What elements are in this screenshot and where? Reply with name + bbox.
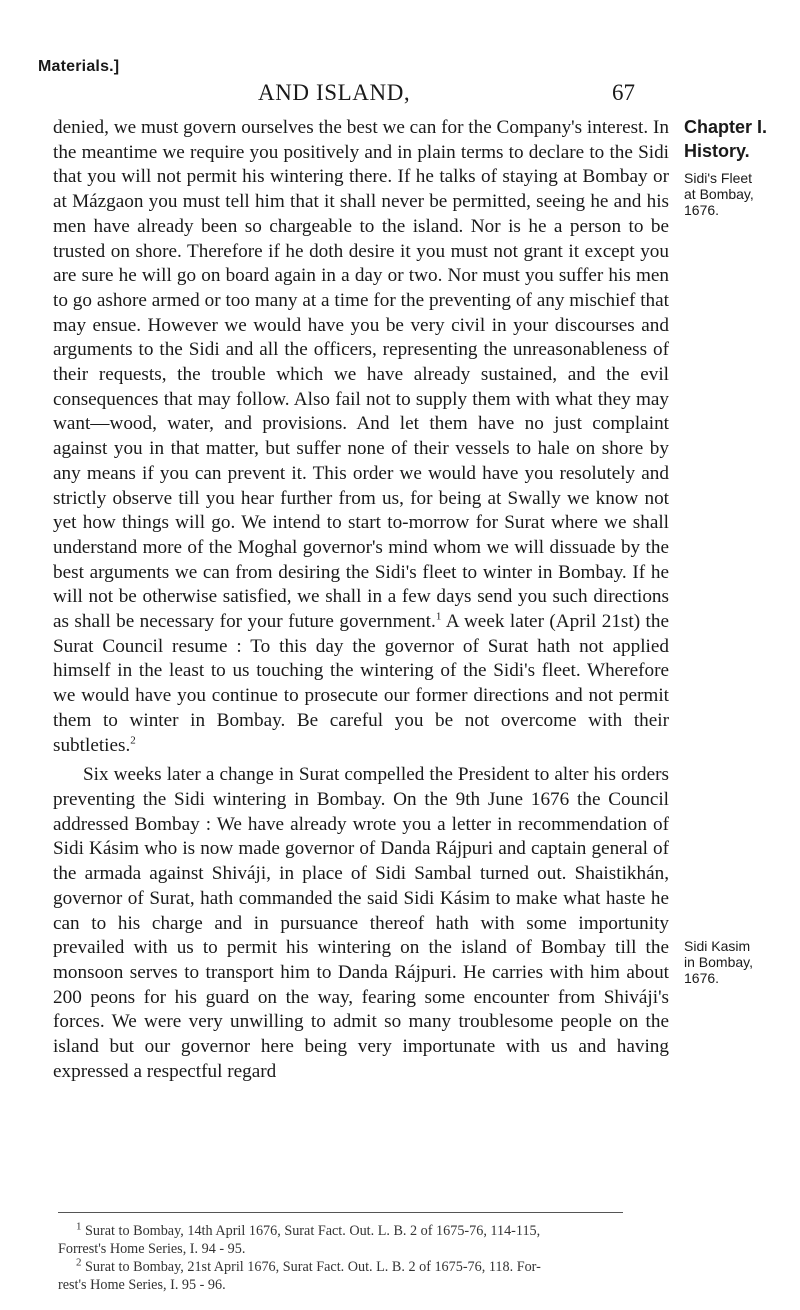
footnote-ref-2: 2 [130,734,136,747]
margin-note-fleet [684,170,794,218]
margin-note-kasim-line: in Bombay, [684,954,753,970]
margin-note-kasim-line: Sidi Kasim [684,938,751,954]
paragraph-1-text-b: A week later (April 21st) the Surat Council resume : To this day the governor of Surat hath not applied himself in the least to us touching the wintering of the Sidi's fleet. Wherefore we would have you continue to prosecute our former directions and not permit them to winter in Bombay. Be careful you be not overcome with their subtleties. [53,611,670,756]
footnote-2-line1: Surat to Bombay, 21st April 1676, Surat Fact. Out. L. B. 2 of 1675-76, 118. For- [81,1259,541,1275]
footnote-1 [58,1222,698,1240]
footnote-1-line1: Surat to Bombay, 14th April 1676, Surat Fact. Out. L. B. 2 of 1675-76, 114-115, [81,1223,541,1239]
footnote-1-line2: Forrest's Home Series, I. 94 - 95. [58,1241,246,1257]
margin-note-fleet-line: 1676. [684,202,720,218]
page-number: 67 [612,80,635,105]
margin-note-fleet-line: at Bombay, [684,186,754,202]
footnote-2-line2: rest's Home Series, I. 95 - 96. [58,1277,226,1293]
footnote-1-mark: 1 [76,1220,82,1233]
footnote-2 [58,1258,698,1276]
margin-history: History. [684,141,750,161]
margin-chapter: Chapter I. [684,117,768,137]
footnotes [58,1222,698,1294]
paragraph-2: Six weeks later a change in Surat compelled the President to alter his orders preventing the Sidi wintering in Bombay. On the 9th June 1676 the Council addressed Bombay : We have already wrote you a letter in recommendation of Sidi Kásim who is now made governor of Danda Rájpuri and captain general of the armada against Shiváji, in place of Sidi Sambal turned out. Shaistikhán, governor of Surat, hath commanded the said Sidi Kásim to make what haste he can to his charge and in pursuance thereof hath with some importunity prevailed with us to permit his wintering on the island of Bombay till the monsoon serves to transport him to Danda Rájpuri. He carries with him about 200 peons for his guard on the way, fearing some encounter from Shiváji's forces. We were very unwilling to admit so many troublesome people on the island but our governor here being very importunate with us and having expressed a respectful regard [53,764,669,1082]
footnote-ref-1: 1 [435,610,442,623]
footnote-divider [58,1212,623,1213]
section-tag: Materials.] [38,58,120,75]
margin-note-kasim-line: 1676. [684,970,720,986]
margin-note-fleet-line: Sidi's Fleet [684,170,753,186]
paragraph-1 [53,116,669,758]
footnote-2-mark: 2 [76,1256,82,1269]
body-text [53,116,669,1084]
margin-note-kasim [684,938,794,986]
running-head: AND ISLAND, [258,80,411,105]
paragraph-1-text-a: denied, we must govern ourselves the best we can for the Company's interest. In the meantime we require you positively and in plain terms to declare to the Sidi that you will not permit his wintering there. If he talks of staying at Bombay or at Mázgaon you must tell him that it shall never be permitted, seeing he and his men have already been so chargeable to the island. Nor is he a person to be trusted on shore. Therefore if he doth desire it you must not grant it except you are sure he will go on board again in a day or two. Nor must you suffer his men to go ashore armed or too many at a time for the preventing of any mischief that may ensue. However we would have you be very civil in your discourses and arguments to the Sidi and all the officers, representing the unreasonableness of their requests, the trouble which we have already sustained, and the evil consequences that may follow. Also fail not to supply them with what they may want—wood, water, and provisions. And let them have no just complaint against you in that matter, but suffer none of their vessels to hale on shore by any means if you can prevent it. This order we would have you resolutely and strictly observe till you hear further from us, for being at Swally we know not yet how things will go. We intend to start to-morrow for Surat where we shall understand more of the Moghal governor's mind whom we will dissuade by the best arguments we can from desiring the Sidi's fleet to winter in Bombay. If he will not be otherwise satisfied, we shall in a few days send you such directions as shall be necessary for your future government. [53,117,669,633]
